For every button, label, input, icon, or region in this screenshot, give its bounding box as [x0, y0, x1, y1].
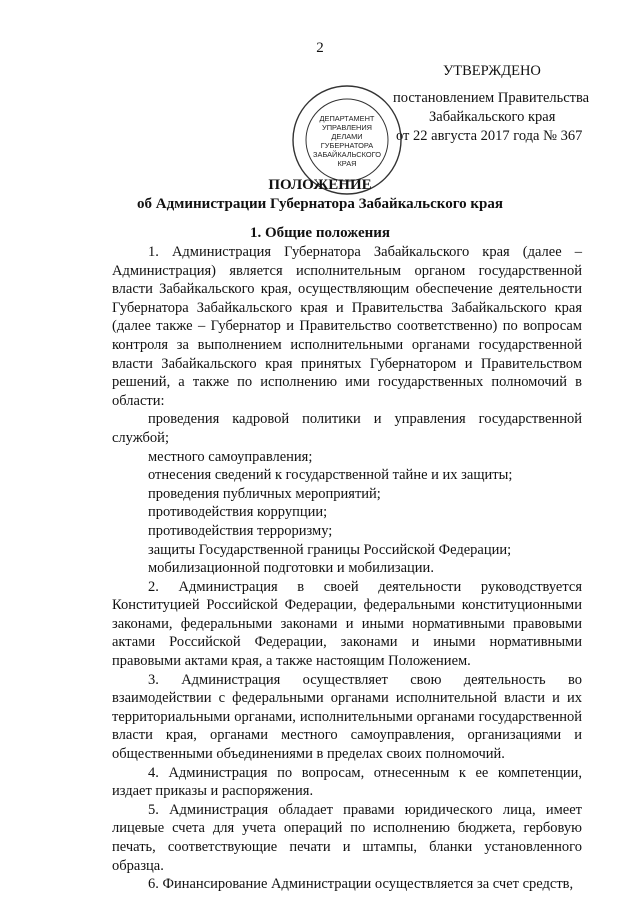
stamp-line-6: КРАЯ [337, 159, 357, 168]
paragraph-5: 5. Администрация обладает правами юридического лица, имеет лицевые счета для учета операций по исполнению бюджета, гербовую печать, соответствующие печати и штампы, бланки установленного образца. [112, 801, 582, 874]
stamp-line-2: УПРАВЛЕНИЯ [322, 123, 372, 132]
approval-line-1: постановлением Правительства [393, 90, 590, 106]
list-item: противодействия терроризму; [148, 522, 333, 539]
approval-line-3: от 22 августа 2017 года № 367 [396, 128, 583, 144]
paragraph-2: 2. Администрация в своей деятельности руководствуется Конституцией Российской Федерации, федеральными конституционными законами, федеральными законами и иными нормативными правовыми актами Российской Федерации, законами и иными нормативными правовыми актами края, а также настоящим Положением. [112, 578, 582, 670]
list-item: защиты Государственной границы Российской Федерации; [148, 541, 512, 558]
list-item: мобилизационной подготовки и мобилизации. [148, 560, 434, 577]
list-item: местного самоуправления; [148, 448, 313, 465]
paragraph-3: 3. Администрация осуществляет свою деятельность во взаимодействии с федеральными органами исполнительной власти и их территориальными органами, исполнительными органами государственной власти края, органами местного самоуправления, организациями и общественными объединениями в пределах своих полномочий. [112, 671, 582, 763]
approval-block [393, 62, 589, 146]
paragraph-1: 1. Администрация Губернатора Забайкальского края (далее – Администрация) является исполнительным органом государственной власти Забайкальского края, осуществляющим обеспечение деятельности Губернатора Забайкальского края и Правительства Забайкальского края (далее также – Губернатор и Правительство соответственно) по вопросам контроля за выполнением исполнительными органами государственной власти Забайкальского края принятых Губернатором и Правительством решений, а также по исполнению ими государственных полномочий в области: [112, 244, 582, 409]
list-item: отнесения сведений к государственной тайне и их защиты; [148, 467, 513, 484]
document-body [112, 243, 582, 894]
stamp-line-1: ДЕПАРТАМЕНТ [319, 114, 375, 123]
paragraph-6: 6. Финансирование Администрации осуществляется за счет средств, [148, 876, 574, 893]
list-item: противодействия коррупции; [148, 504, 328, 521]
stamp-line-5: ЗАБАЙКАЛЬСКОГО [313, 150, 381, 159]
document-subtitle: об Администрации Губернатора Забайкальского края [137, 196, 503, 212]
list-item: проведения кадровой политики и управления государственной службой; [112, 411, 582, 446]
list-item: проведения публичных мероприятий; [148, 485, 381, 502]
section-heading: 1. Общие положения [249, 225, 391, 241]
page-number: 2 [316, 40, 324, 56]
stamp-line-3: ДЕЛАМИ [331, 132, 363, 141]
document-title-block [0, 176, 640, 214]
paragraph-4: 4. Администрация по вопросам, отнесенным к ее компетенции, издает приказы и распоряжения. [112, 764, 582, 800]
approval-line-2: Забайкальского края [429, 109, 556, 125]
document-title: ПОЛОЖЕНИЕ [268, 177, 372, 193]
approval-title: УТВЕРЖДЕНО [443, 63, 541, 79]
stamp-line-4: ГУБЕРНАТОРА [320, 141, 374, 150]
